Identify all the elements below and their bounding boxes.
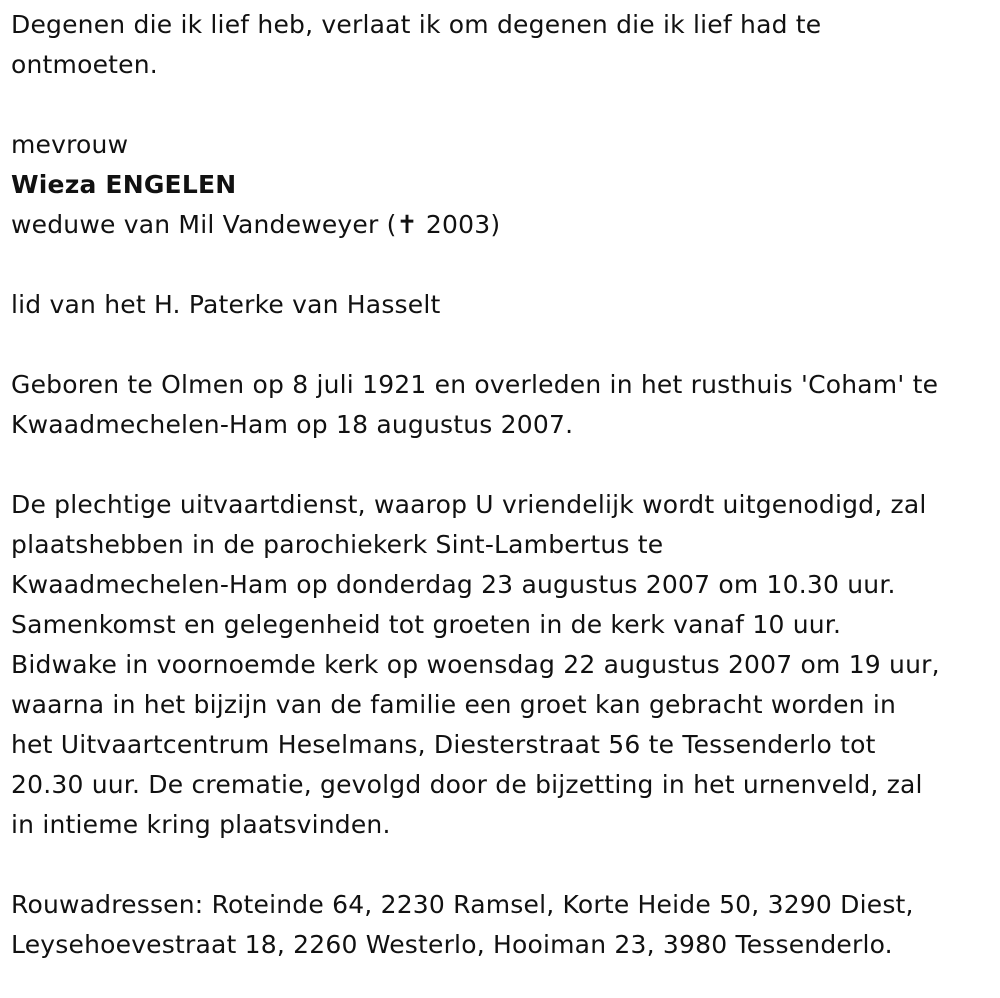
quote-line: ontmoeten.: [11, 50, 158, 79]
quote-block: [11, 5, 986, 85]
address-line: Rouwadressen: Roteinde 64, 2230 Ramsel, Korte Heide 50, 3290 Diest,: [11, 890, 914, 919]
spacer: [11, 445, 986, 485]
obituary-document: [11, 5, 986, 965]
funeral-line: waarna in het bijzijn van de familie een groet kan gebracht worden in: [11, 690, 897, 719]
funeral-line: het Uitvaartcentrum Heselmans, Diesterstraat 56 te Tessenderlo tot: [11, 730, 876, 759]
funeral-line: Kwaadmechelen-Ham op donderdag 23 augustus 2007 om 10.30 uur.: [11, 570, 896, 599]
spacer: [11, 245, 986, 285]
spacer: [11, 85, 986, 125]
birth-death-line: Geboren te Olmen op 8 juli 1921 en overleden in het rusthuis 'Coham' te: [11, 370, 939, 399]
funeral-line: in intieme kring plaatsvinden.: [11, 810, 391, 839]
widow-suffix: 2003): [417, 210, 501, 239]
spacer: [11, 845, 986, 885]
salutation: mevrouw: [11, 130, 129, 159]
spacer: [11, 325, 986, 365]
quote-line: Degenen die ik lief heb, verlaat ik om degenen die ik lief had te: [11, 10, 822, 39]
funeral-line: Bidwake in voornoemde kerk op woensdag 22 augustus 2007 om 19 uur,: [11, 650, 940, 679]
funeral-line: Samenkomst en gelegenheid tot groeten in de kerk vanaf 10 uur.: [11, 610, 842, 639]
widow-prefix: weduwe van Mil Vandeweyer (: [11, 210, 397, 239]
membership-line: lid van het H. Paterke van Hasselt: [11, 290, 441, 319]
cross-icon: ✝: [396, 210, 418, 239]
address-line: Leysehoevestraat 18, 2260 Westerlo, Hooiman 23, 3980 Tessenderlo.: [11, 930, 893, 959]
addresses-block: [11, 885, 986, 965]
funeral-line: plaatshebben in de parochiekerk Sint-Lambertus te: [11, 530, 664, 559]
funeral-block: [11, 485, 986, 845]
widow-of-line: [11, 205, 986, 245]
birth-death-line: Kwaadmechelen-Ham op 18 augustus 2007.: [11, 410, 574, 439]
birth-death-block: [11, 365, 986, 445]
funeral-line: 20.30 uur. De crematie, gevolgd door de bijzetting in het urnenveld, zal: [11, 770, 923, 799]
funeral-line: De plechtige uitvaartdienst, waarop U vriendelijk wordt uitgenodigd, zal: [11, 490, 927, 519]
deceased-name: Wieza ENGELEN: [11, 170, 237, 199]
